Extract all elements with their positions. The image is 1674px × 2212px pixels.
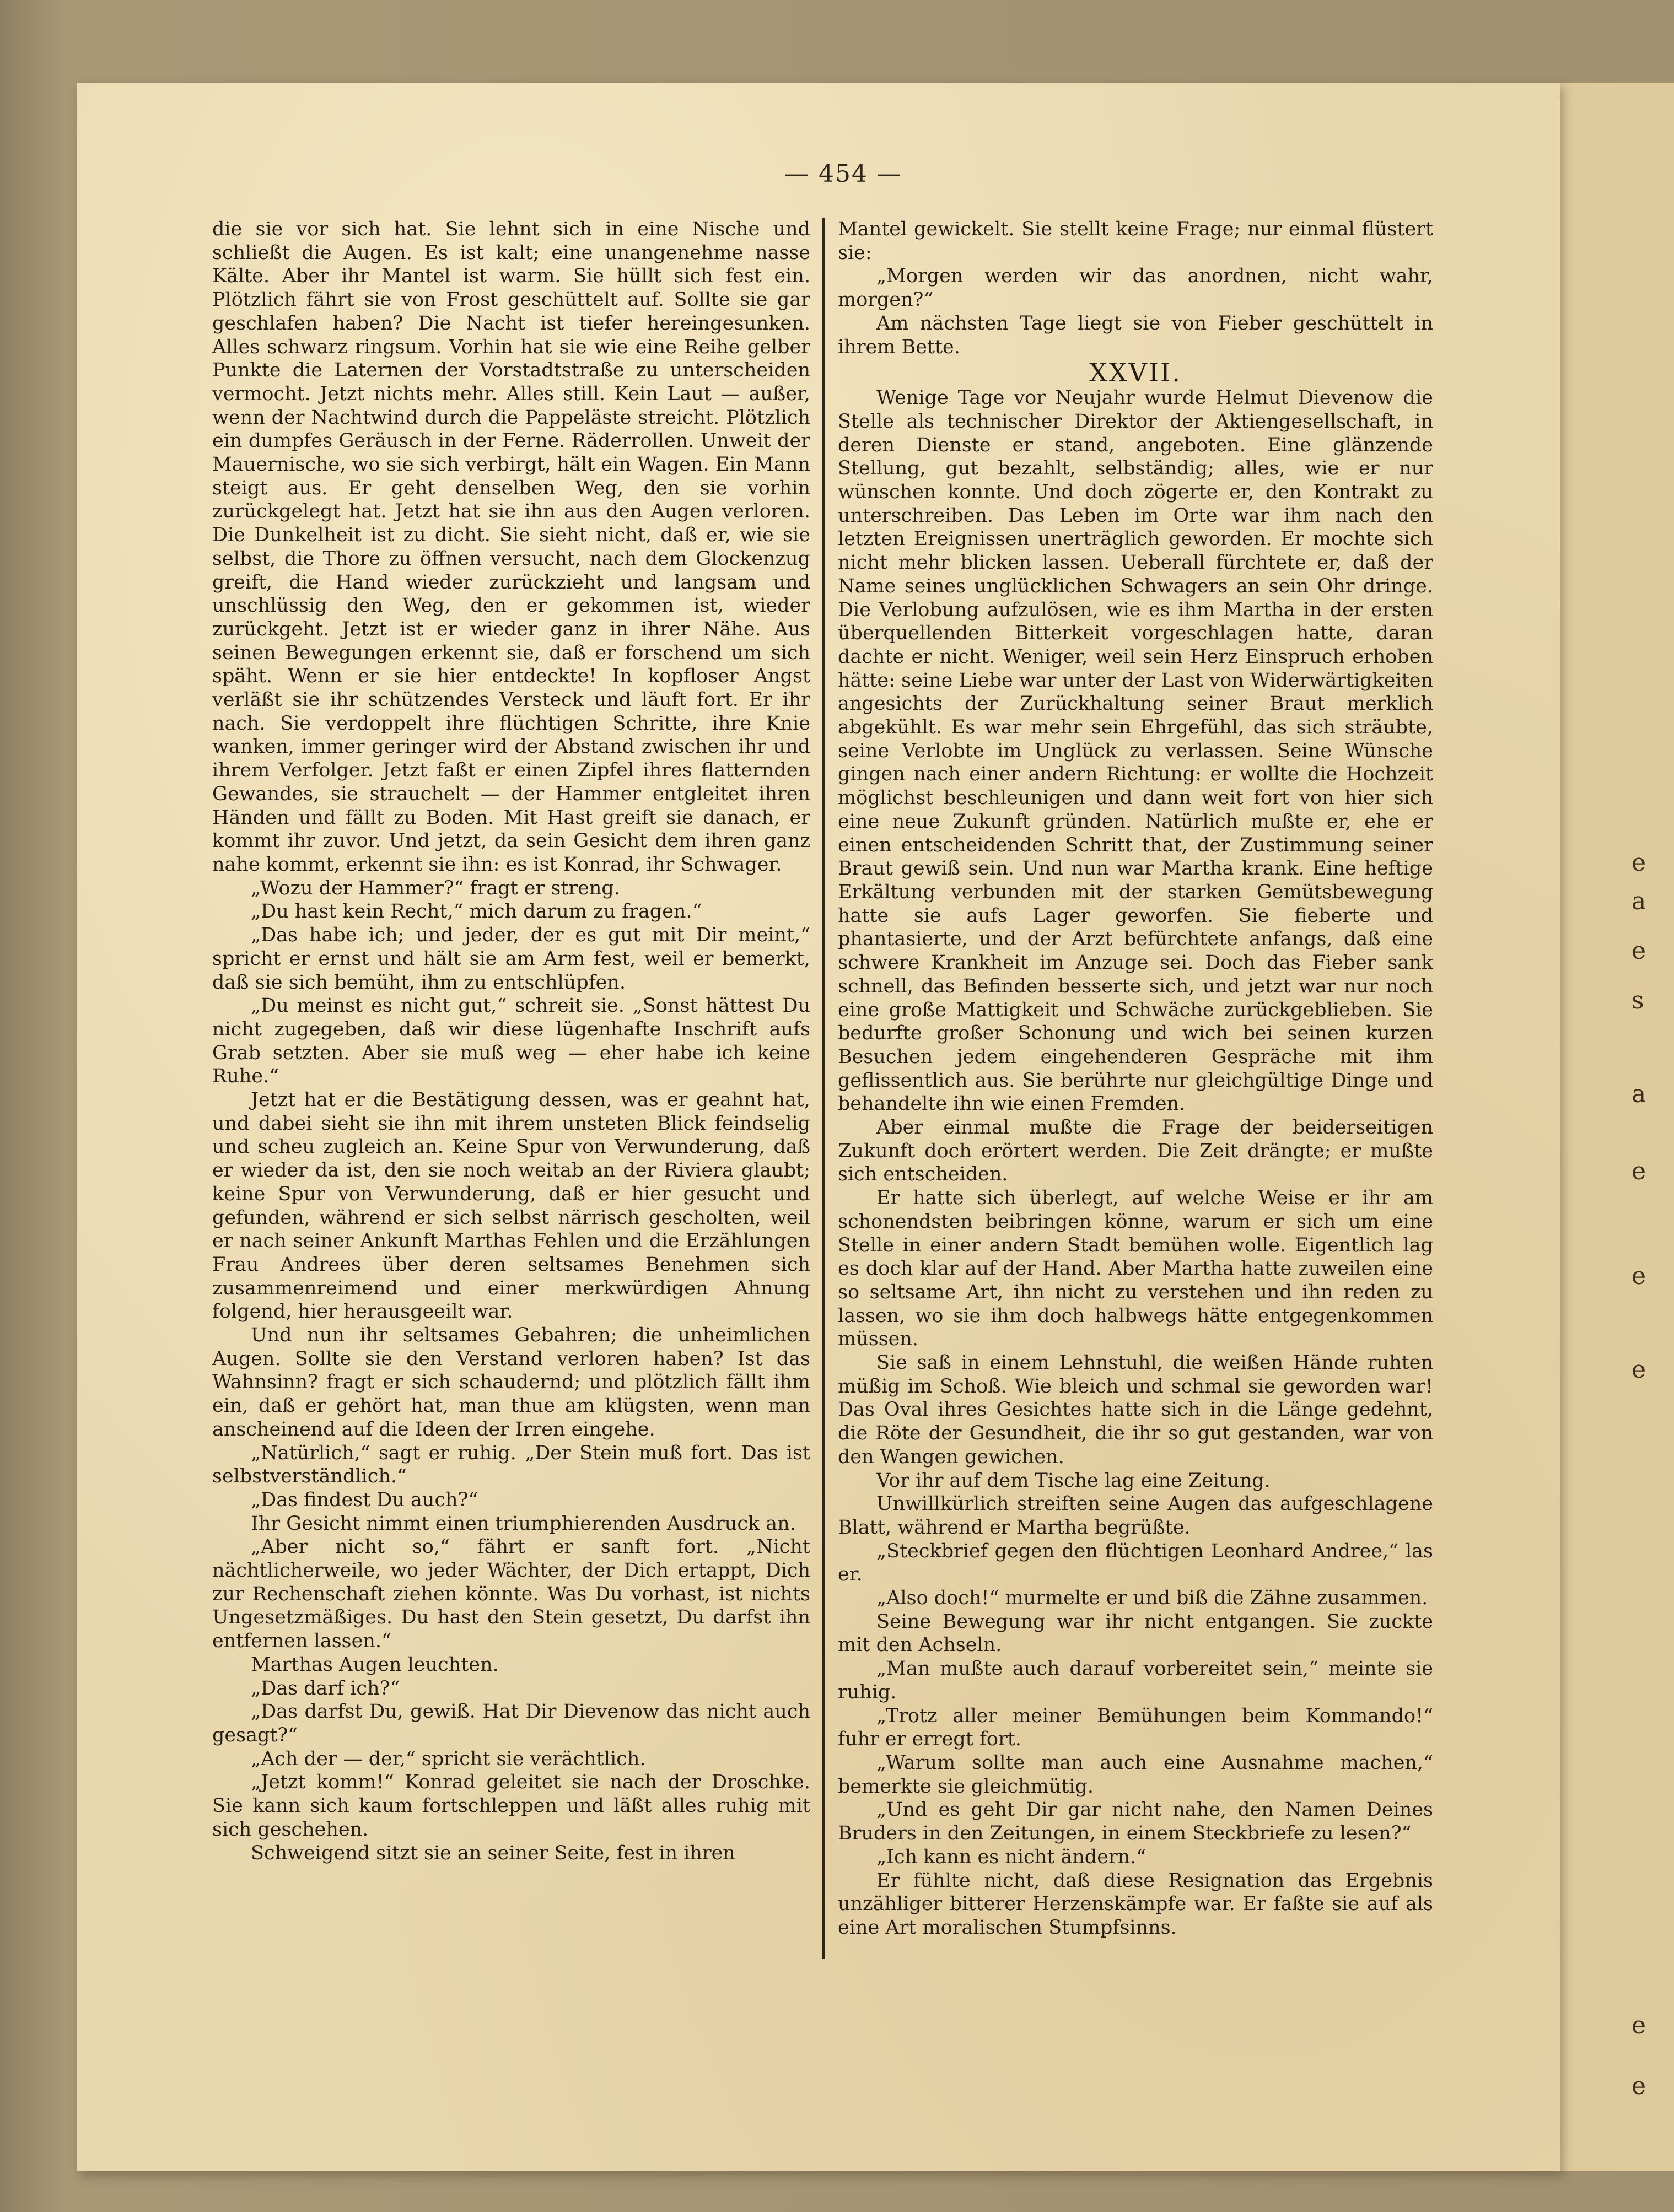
paragraph: „Und es geht Dir gar nicht nahe, den Namen Deines Bruders in den Zeitungen, in einem Steckbriefe zu lesen?“ — [838, 1799, 1433, 1845]
text-column-left — [212, 218, 810, 1865]
paragraph: „Man mußte auch darauf vorbereitet sein,“ meinte sie ruhig. — [838, 1658, 1433, 1703]
paragraph: „Ach der — der,“ spricht sie verächtlich. — [251, 1747, 646, 1770]
paragraph: „Aber nicht so,“ fährt er sanft fort. „Nicht nächtlicherweile, wo jeder Wächter, der Dich ertappt, Dich zur Rechenschaft ziehen könnte. Was Du vorhast, ist nichts Ungesetzmäßiges. Du hast den Stein gesetzt, Du darfst ihn entfernen lassen.“ — [212, 1536, 810, 1653]
paragraph: „Morgen werden wir das anordnen, nicht wahr, morgen?“ — [838, 265, 1433, 311]
paragraph: „Also doch!“ murmelte er und biß die Zähne zusammen. — [876, 1587, 1428, 1610]
facing-page-fragment: e — [1632, 2072, 1646, 2100]
paragraph: „Du meinst es nicht gut,“ schreit sie. „Sonst hättest Du nicht zugegeben, daß wir diese lügenhafte Inschrift aufs Grab setzten. Aber sie muß weg — eher habe ich keine Ruhe.“ — [212, 995, 810, 1088]
facing-page-fragment: e — [1632, 1262, 1646, 1290]
text-column-right — [838, 218, 1433, 1940]
facing-page-edge — [1552, 83, 1674, 2171]
paragraph: Wenige Tage vor Neujahr wurde Helmut Dievenow die Stelle als technischer Direktor der Aktiengesellschaft, in deren Dienste er stand, angeboten. Eine glänzende Stellung, gut bezahlt, selbständig; alles, wie er nur wünschen konnte. Und doch zögerte er, den Kontrakt zu unterschreiben. Das Leben im Orte war ihm nach den letzten Ereignissen unerträglich geworden. Er mochte sich nicht mehr blicken lassen. Ueberall fürchtete er, daß der Name seines unglücklichen Schwagers an sein Ohr dringe. Die Verlobung aufzulösen, wie es ihm Martha in der ersten überquellenden Bitterkeit vorgeschlagen hatte, daran dachte er nicht. Weniger, weil sein Herz Einspruch erhoben hätte: seine Liebe war unter der Last von Widerwärtigkeiten angesichts der Zurückhaltung seiner Braut merklich abgekühlt. Es war mehr sein Ehrgefühl, das sich sträubte, seine Verlobte im Unglück zu verlassen. Seine Wünsche gingen nach einer andern Richtung: er wollte die Hochzeit möglichst beschleunigen und dann weit fort von hier sich eine neue Zukunft gründen. Natürlich mußte er, ehe er einen entscheidenden Schritt that, der Zustimmung seiner Braut gewiß sein. Und nun war Martha krank. Eine heftige Erkältung verbunden mit der starken Gemütsbewegung hatte sie aufs Lager geworfen. Sie fieberte und phantasierte, und der Arzt befürchtete anfangs, daß eine schwere Krankheit im Anzuge sei. Doch das Fieber sank schnell, das Befinden besserte sich, und jetzt war nur noch eine große Mattigkeit und Schwäche zurückgeblieben. Sie bedurfte großer Schonung und wich bei seinen kurzen Besuchen jedem eingehenderen Gespräche mit ihm geflissentlich aus. Sie berührte nur gleichgültige Dinge und behandelte ihn wie einen Fremden. — [838, 387, 1434, 1115]
paragraph: Vor ihr auf dem Tische lag eine Zeitung. — [876, 1469, 1271, 1492]
facing-page-fragment: e — [1632, 1157, 1646, 1185]
paragraph: „Jetzt komm!“ Konrad geleitet sie nach der Droschke. Sie kann sich kaum fortschleppen und läßt alles ruhig mit sich geschehen. — [212, 1771, 810, 1841]
right-column-continuation — [838, 218, 1433, 359]
paragraph: Und nun ihr seltsames Gebahren; die unheimlichen Augen. Sollte sie den Verstand verloren haben? Ist das Wahnsinn? fragt er sich schaudernd; und plötzlich fällt ihm ein, daß er gehört hat, man thue am klügsten, wenn man anscheinend auf die Ideen der Irren eingehe. — [212, 1324, 810, 1441]
paragraph: Mantel gewickelt. Sie stellt keine Frage; nur einmal flüstert sie: — [838, 218, 1433, 264]
paragraph: Am nächsten Tage liegt sie von Fieber geschüttelt in ihrem Bette. — [838, 312, 1433, 358]
paragraph: „Du hast kein Recht,“ mich darum zu fragen.“ — [251, 900, 702, 923]
page-number: — 454 — — [784, 160, 902, 188]
paragraph: „Trotz aller meiner Bemühungen beim Kommando!“ fuhr er erregt fort. — [838, 1704, 1433, 1751]
paragraph: Unwillkürlich streiften seine Augen das aufgeschlagene Blatt, während er Martha begrüßte. — [838, 1493, 1433, 1539]
paragraph: „Das findest Du auch?“ — [251, 1488, 478, 1511]
facing-page-fragment: s — [1632, 986, 1644, 1015]
facing-page-fragment: e — [1632, 1356, 1646, 1384]
facing-page-fragment: a — [1632, 887, 1646, 915]
paragraph: „Das habe ich; und jeder, der es gut mit Dir meint,“ spricht er ernst und hält sie am Arm fest, weil er bemerkt, daß sie sich bemüht, ihm zu entschlüpfen. — [212, 924, 810, 994]
facing-page-fragment: e — [1632, 2011, 1646, 2040]
paragraph: „Natürlich,“ sagt er ruhig. „Der Stein muß fort. Das ist selbstverständlich.“ — [212, 1442, 810, 1488]
paragraph: Er fühlte nicht, daß diese Resignation das Ergebnis unzähliger bitterer Herzenskämpfe war. Er faßte sie auf als eine Art moralischen Stumpfsinns. — [838, 1869, 1433, 1939]
paragraph: Ihr Gesicht nimmt einen triumphierenden Ausdruck an. — [251, 1512, 796, 1535]
paragraph: „Das darfst Du, gewiß. Hat Dir Dievenow das nicht auch gesagt?“ — [212, 1701, 810, 1746]
paragraph: Schweigend sitzt sie an seiner Seite, fest in ihren — [251, 1842, 735, 1864]
paragraph: Seine Bewegung war ihr nicht entgangen. Sie zuckte mit den Achseln. — [838, 1610, 1433, 1657]
paragraph: Marthas Augen leuchten. — [251, 1653, 499, 1676]
paragraph: Jetzt hat er die Bestätigung dessen, was er geahnt hat, und dabei sieht sie ihn mit ihrem unsteten Blick feindselig und scheu zugleich an. Keine Spur von Verwunderung, daß er wieder da ist, den sie noch weitab an der Riviera glaubt; keine Spur von Verwunderung, daß er hier gesucht und gefunden, während er sich selbst närrisch gescholten, weil er nach seiner Ankunft Marthas Fehlen und die Erzählungen Frau Andrees über deren seltsames Benehmen sich zusammenreimend und einer merkwürdigen Ahnung folgend, hier herausgeeilt war. — [212, 1089, 810, 1323]
paragraph: die sie vor sich hat. Sie lehnt sich in eine Nische und schließt die Augen. Es ist kalt; eine unangenehme nasse Kälte. Aber ihr Mantel ist warm. Sie hüllt sich fest ein. Plötzlich fährt sie von Frost geschüttelt auf. Sollte sie gar geschlafen haben? Die Nacht ist tiefer hereingesunken. Alles schwarz ringsum. Vorhin hat sie wie eine Reihe gelber Punkte die Laternen der Vorstadtstraße zu unterscheiden vermocht. Jetzt nichts mehr. Alles still. Kein Laut — außer, wenn der Nachtwind durch die Pappeläste streicht. Plötzlich ein dumpfes Geräusch in der Ferne. Räderrollen. Unweit der Mauernische, wo sie sich verbirgt, hält ein Wagen. Ein Mann steigt aus. Er geht denselben Weg, den sie vorhin zurückgelegt hat. Jetzt hat sie ihn aus den Augen verloren. Die Dunkelheit ist zu dicht. Sie sieht nicht, daß er, wie sie selbst, die Thore zu öffnen versucht, nach dem Glockenzug greift, die Hand wieder zurückzieht und langsam und unschlüssig den Weg, den er gekommen ist, wieder zurückgeht. Jetzt ist er wieder ganz in ihrer Nähe. Aus seinen Bewegungen erkennt sie, daß er forschend um sich späht. Wenn er sie hier entdeckte! In kopfloser Angst verläßt sie ihr schützendes Versteck und läuft fort. Er ihr nach. Sie verdoppelt ihre flüchtigen Schritte, ihre Knie wanken, immer geringer wird der Abstand zwischen ihr und ihrem Verfolger. Jetzt faßt er einen Zipfel ihres flatternden Gewandes, sie strauchelt — der Hammer entgleitet ihren Händen und fällt zu Boden. Mit Hast greift sie danach, er kommt ihr zuvor. Und jetzt, da sein Gesicht dem ihren ganz nahe kommt, erkennt sie ihn: es ist Konrad, ihr Schwager. — [212, 218, 810, 876]
paragraph: „Ich kann es nicht ändern.“ — [876, 1846, 1146, 1868]
paragraph: Sie saß in einem Lehnstuhl, die weißen Hände ruhten müßig im Schoß. Wie bleich und schmal sie geworden war! Das Oval ihres Gesichtes hatte sich in die Länge gedehnt, die Röte der Gesundheit, die ihr so gut gestanden, war von den Wangen gewichen. — [838, 1352, 1433, 1468]
paragraph: „Wozu der Hammer?“ fragt er streng. — [251, 877, 620, 899]
right-column-chapter-text — [838, 386, 1433, 1939]
facing-page-fragment: a — [1632, 1080, 1646, 1108]
facing-page-fragment: e — [1632, 937, 1646, 965]
paragraph: Aber einmal mußte die Frage der beiderseitigen Zukunft doch erörtert werden. Die Zeit drängte; er mußte sich entscheiden. — [838, 1116, 1433, 1186]
paragraph: „Warum sollte man auch eine Ausnahme machen,“ bemerkte sie gleichmütig. — [838, 1752, 1433, 1798]
paragraph: „Das darf ich?“ — [251, 1677, 400, 1700]
chapter-heading: XXVII. — [1089, 358, 1182, 388]
paragraph: Er hatte sich überlegt, auf welche Weise er ihr am schonendsten beibringen könne, warum er sich um eine Stelle in einer andern Stadt bemühen wolle. Eigentlich lag es doch klar auf der Hand. Aber Martha hatte zuweilen eine so seltsame Art, ihn nicht zu verstehen und ihn reden zu lassen, wo sie ihm doch halbwegs hätte entgegenkommen müssen. — [838, 1187, 1433, 1351]
facing-page-fragment: e — [1632, 849, 1646, 877]
column-divider — [822, 218, 825, 1959]
paragraph: „Steckbrief gegen den flüchtigen Leonhard Andree,“ las er. — [838, 1540, 1433, 1586]
